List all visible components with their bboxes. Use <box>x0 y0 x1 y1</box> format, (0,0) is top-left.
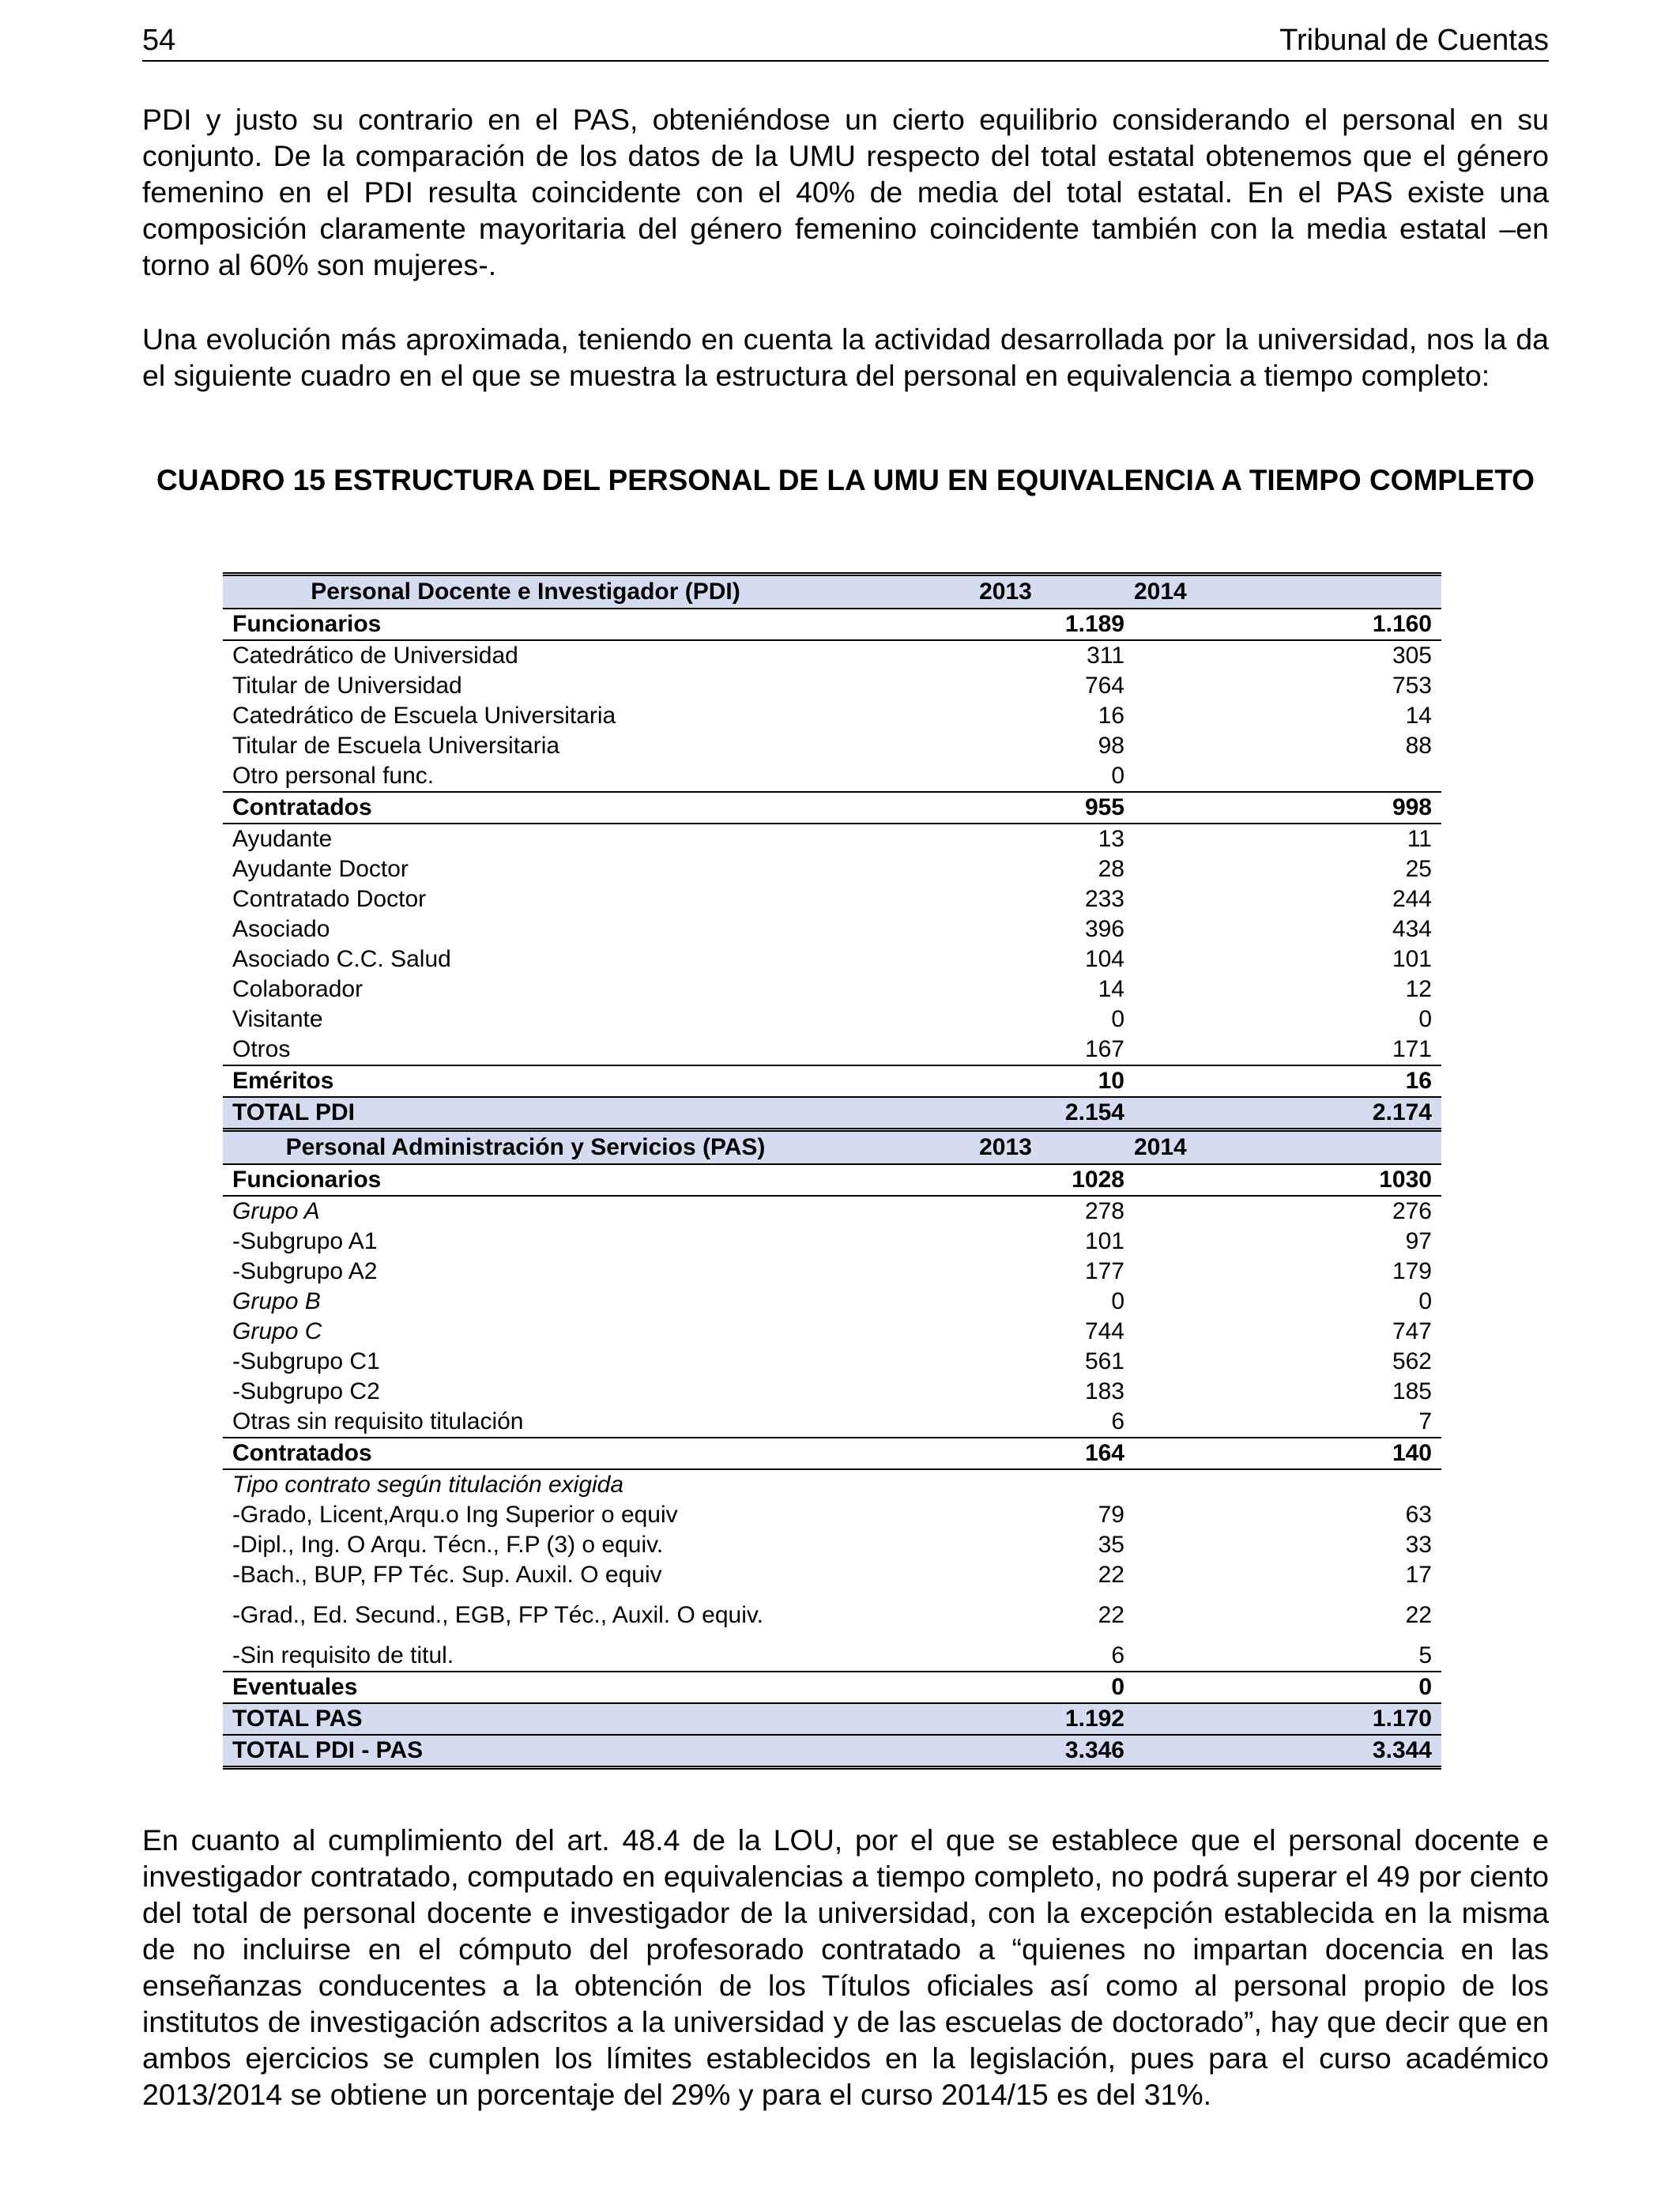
table-row <box>223 974 1441 1005</box>
row-label: -Subgrupo C2 <box>232 1378 380 1404</box>
row-label: Funcionarios <box>223 609 877 640</box>
section-header-label: Personal Administración y Servicios (PAS) <box>223 1130 828 1165</box>
row-label: -Subgrupo C1 <box>232 1348 380 1374</box>
value-2013: 1.189 <box>877 609 1134 640</box>
table-row <box>223 1257 1441 1287</box>
value-2013: 10 <box>877 1065 1134 1097</box>
value-2014: 244 <box>1392 886 1432 912</box>
value-2013: 311 <box>1087 643 1124 669</box>
value-2014: 63 <box>1405 1502 1432 1528</box>
row-label: Otro personal func. <box>223 761 877 792</box>
value-2014: 276 <box>1392 1198 1432 1224</box>
value-2013: 2.154 <box>877 1097 1134 1130</box>
row-label: Contratados <box>223 1438 877 1469</box>
table-row <box>223 1287 1441 1317</box>
value-2013: 13 <box>1098 826 1124 852</box>
table-row <box>223 854 1441 884</box>
value-2014: 22 <box>1405 1602 1432 1628</box>
value-2014: 14 <box>1405 703 1432 729</box>
header-gap <box>828 575 877 609</box>
table-row <box>223 1641 1441 1672</box>
row-label: Titular de Escuela Universitaria <box>232 733 560 759</box>
paragraph-3: En cuanto al cumplimiento del art. 48.4 de la LOU, por el que se establece que el personal docente e investigador contratado, computado en equivalencias a tiempo completo, no podrá superar el 49 por ciento del total de personal docente e investigador de la universidad, con la excepción establecida en la misma de no incluirse en el cómputo del profesorado contratado a “quienes no impartan docencia en las enseñanzas conducentes a la obtención de los Títulos oficiales así como al personal propio de los institutos de investigación adscritos a la universidad y de las escuelas de doctorado”, hay que decir que en ambos ejercicios se cumplen los límites establecidos en la legislación, pues para el curso académico 2013/2014 se obtiene un porcentaje del 29% y para el curso 2014/15 es del 31%. <box>142 1823 1549 2111</box>
row-label: Catedrático de Universidad <box>232 643 518 669</box>
value-2013: 0 <box>1111 1288 1124 1314</box>
row-label: TOTAL PDI - PAS <box>223 1735 877 1768</box>
table-row <box>223 792 1441 824</box>
value-2014: 5 <box>1134 1641 1441 1672</box>
value-2013: 164 <box>877 1438 1134 1469</box>
table-row <box>223 1347 1441 1377</box>
row-label: -Grado, Licent,Arqu.o Ing Superior o equiv <box>232 1502 678 1528</box>
page-number: 54 <box>142 24 176 57</box>
table-row <box>223 761 1441 792</box>
page-header <box>142 21 1549 62</box>
year-2013-header: 2013 <box>877 1130 1134 1165</box>
year-2014-header: 2014 <box>1134 1130 1441 1165</box>
row-label: Grupo B <box>232 1288 321 1314</box>
value-2014: 185 <box>1392 1378 1432 1404</box>
value-2013: 104 <box>1084 946 1124 972</box>
table-row <box>223 1560 1441 1590</box>
value-2013: 167 <box>877 1035 1134 1065</box>
value-2014: 2.174 <box>1134 1097 1441 1130</box>
row-label: -Grad., Ed. Secund., EGB, FP Téc., Auxil. O equiv. <box>232 1602 763 1628</box>
row-label: -Subgrupo A1 <box>232 1228 378 1254</box>
value-2014: 1.170 <box>1134 1703 1441 1735</box>
value-2014: 753 <box>1392 673 1432 699</box>
row-label: Funcionarios <box>223 1164 877 1196</box>
pdi-header-row <box>223 575 1441 609</box>
row-label: Contratado Doctor <box>232 886 427 912</box>
value-2013: 278 <box>1084 1198 1124 1224</box>
value-2014: 11 <box>1407 826 1432 852</box>
value-2014: 0 <box>1418 1288 1432 1314</box>
header-title: Tribunal de Cuentas <box>1279 24 1549 57</box>
table-row <box>223 914 1441 944</box>
row-label: -Sin requisito de titul. <box>223 1641 877 1672</box>
header-gap <box>828 1130 877 1165</box>
paragraph-1: PDI y justo su contrario en el PAS, obteniéndose un cierto equilibrio considerando el personal en su conjunto. De la comparación de los datos de la UMU respecto del total estatal obtenemos que el género femenino en el PDI resulta coincidente con el 40% de media del total estatal. En el PAS existe una composición claramente mayoritaria del género femenino coincidente también con la media estatal –en torno al 60% son mujeres-. <box>142 103 1549 281</box>
value-2013: 1028 <box>877 1164 1134 1196</box>
value-2014: 7 <box>1134 1407 1441 1438</box>
cuadro-15-table-wrap <box>223 572 1441 1770</box>
table-row <box>223 1407 1441 1438</box>
value-2014: 179 <box>1392 1258 1432 1284</box>
value-2014: 747 <box>1392 1318 1432 1344</box>
value-2013: 6 <box>877 1641 1134 1672</box>
value-2014: 998 <box>1134 792 1441 824</box>
value-2013: 561 <box>1084 1348 1124 1374</box>
table-row <box>223 671 1441 701</box>
year-2014-header: 2014 <box>1134 575 1441 609</box>
value-2014 <box>1134 1469 1441 1500</box>
row-label: Ayudante <box>232 826 333 852</box>
value-2014: 1030 <box>1134 1164 1441 1196</box>
row-label: -Subgrupo A2 <box>232 1258 378 1284</box>
table-row <box>223 1035 1441 1065</box>
table-row <box>223 1735 1441 1768</box>
year-2013-header: 2013 <box>877 575 1134 609</box>
value-2013: 22 <box>1098 1562 1124 1588</box>
row-label: Eméritos <box>223 1065 877 1097</box>
value-2014: 17 <box>1405 1562 1432 1588</box>
value-2013: 177 <box>1084 1258 1124 1284</box>
table-row <box>223 1438 1441 1469</box>
row-label: Asociado C.C. Salud <box>232 946 451 972</box>
table-row <box>223 1377 1441 1407</box>
row-label: -Bach., BUP, FP Téc. Sup. Auxil. O equiv <box>232 1562 662 1588</box>
value-2013: 233 <box>1084 886 1124 912</box>
table-row <box>223 1005 1441 1035</box>
table-row <box>223 1097 1441 1130</box>
table-row <box>223 1703 1441 1735</box>
value-2014: 434 <box>1392 916 1432 942</box>
row-label: Eventuales <box>223 1672 877 1703</box>
table-row <box>223 1469 1441 1500</box>
table-row <box>223 1530 1441 1560</box>
value-2014: 1.160 <box>1134 609 1441 640</box>
table-row <box>223 1227 1441 1257</box>
value-2014: 88 <box>1405 733 1432 759</box>
table-row <box>223 609 1441 640</box>
value-2013: 79 <box>1098 1502 1124 1528</box>
pas-header-row <box>223 1130 1441 1165</box>
value-2014: 140 <box>1134 1438 1441 1469</box>
table-row <box>223 1317 1441 1347</box>
value-2013: 744 <box>1084 1318 1124 1344</box>
value-2014: 12 <box>1405 976 1432 1002</box>
value-2013: 6 <box>877 1407 1134 1438</box>
table-row <box>223 1065 1441 1097</box>
table-body <box>223 575 1441 1768</box>
row-label: Contratados <box>223 792 877 824</box>
row-label: Otras sin requisito titulación <box>223 1407 877 1438</box>
value-2013: 3.346 <box>877 1735 1134 1768</box>
value-2013: 955 <box>877 792 1134 824</box>
paragraph-2: Una evolución más aproximada, teniendo en cuenta la actividad desarrollada por la universidad, nos la da el siguiente cuadro en el que se muestra la estructura del personal en equivalencia a tiempo completo: <box>142 322 1549 392</box>
row-label: Tipo contrato según titulación exigida <box>232 1472 624 1498</box>
table-row <box>223 1164 1441 1196</box>
value-2014: 97 <box>1405 1228 1432 1254</box>
table-row <box>223 701 1441 731</box>
value-2013: 28 <box>1098 856 1124 882</box>
value-2013: 16 <box>1098 703 1124 729</box>
value-2014: 171 <box>1134 1035 1441 1065</box>
value-2013: 35 <box>1098 1532 1124 1558</box>
row-label: Titular de Universidad <box>232 673 462 699</box>
value-2014: 3.344 <box>1134 1735 1441 1768</box>
table-row <box>223 884 1441 914</box>
value-2013: 1.192 <box>877 1703 1134 1735</box>
value-2013: 98 <box>1098 733 1124 759</box>
value-2014 <box>1134 761 1441 792</box>
row-label: Grupo A <box>232 1198 320 1224</box>
row-label: -Dipl., Ing. O Arqu. Técn., F.P (3) o equiv. <box>232 1532 664 1558</box>
table-row <box>223 1500 1441 1530</box>
value-2014: 101 <box>1392 946 1432 972</box>
value-2013: 764 <box>1084 673 1124 699</box>
value-2013: 396 <box>1084 916 1124 942</box>
table-title: CUADRO 15 ESTRUCTURA DEL PERSONAL DE LA UMU EN EQUIVALENCIA A TIEMPO COMPLETO <box>156 464 1535 496</box>
row-label: Ayudante Doctor <box>232 856 409 882</box>
value-2013: 22 <box>1098 1602 1124 1628</box>
row-label: Colaborador <box>232 976 363 1002</box>
row-label: Otros <box>223 1035 877 1065</box>
cuadro-15-table <box>223 572 1441 1770</box>
row-label: Asociado <box>232 916 330 942</box>
value-2014: 562 <box>1392 1348 1432 1374</box>
value-2013: 0 <box>1111 1006 1124 1032</box>
row-label: TOTAL PDI <box>223 1097 877 1130</box>
value-2014: 305 <box>1392 643 1432 669</box>
table-row <box>223 640 1441 671</box>
value-2013: 183 <box>1084 1378 1124 1404</box>
section-header-label: Personal Docente e Investigador (PDI) <box>223 575 828 609</box>
value-2013: 101 <box>1084 1228 1124 1254</box>
table-row <box>223 1672 1441 1703</box>
value-2014: 0 <box>1134 1672 1441 1703</box>
value-2014: 0 <box>1418 1006 1432 1032</box>
row-label: TOTAL PAS <box>223 1703 877 1735</box>
table-row <box>223 1590 1441 1641</box>
value-2013: 14 <box>1098 976 1124 1002</box>
table-row <box>223 824 1441 854</box>
value-2014: 16 <box>1134 1065 1441 1097</box>
table-row <box>223 944 1441 974</box>
value-2013: 0 <box>877 1672 1134 1703</box>
table-row <box>223 731 1441 761</box>
row-label: Catedrático de Escuela Universitaria <box>232 703 616 729</box>
value-2013 <box>877 1469 1134 1500</box>
value-2014: 25 <box>1405 856 1432 882</box>
table-row <box>223 1196 1441 1227</box>
value-2014: 33 <box>1405 1532 1432 1558</box>
value-2013: 0 <box>877 761 1134 792</box>
row-label: Visitante <box>232 1006 323 1032</box>
row-label: Grupo C <box>232 1318 322 1344</box>
